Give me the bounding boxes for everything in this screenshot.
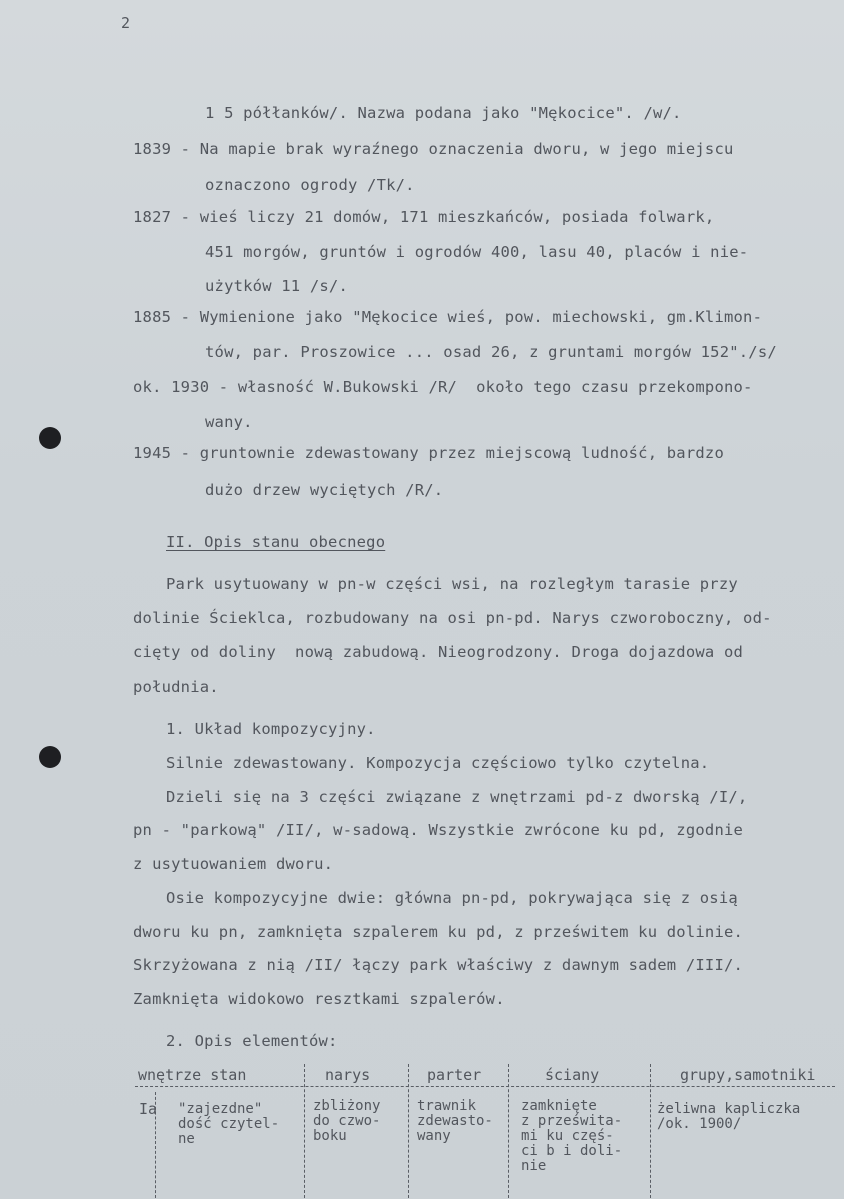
text-line: Silnie zdewastowany. Kompozycja częściowo tylko czytelna. — [166, 754, 710, 772]
binder-hole-bottom — [39, 746, 61, 768]
column-divider — [304, 1064, 305, 1198]
text-line: wany. — [205, 413, 253, 431]
column-divider — [650, 1064, 651, 1198]
table-cell-parter: trawnik zdewasto- wany — [417, 1098, 493, 1144]
subsection-heading: 1. Układ kompozycyjny. — [166, 720, 376, 738]
table-cell-grupy: żeliwna kapliczka /ok. 1900/ — [657, 1101, 801, 1132]
column-divider — [408, 1064, 409, 1198]
text-line: dworu ku pn, zamknięta szpalerem ku pd, z prześwitem ku dolinie. — [133, 923, 744, 941]
binder-hole-top — [39, 427, 61, 449]
text-line: tów, par. Proszowice ... osad 26, z gruntami morgów 152"./s/ — [205, 343, 777, 361]
table-header-wnetrze-stan: wnętrze stan — [138, 1066, 247, 1084]
text-line: Park usytuowany w pn-w części wsi, na rozległym tarasie przy — [166, 575, 738, 593]
text-line: 1945 - gruntownie zdewastowany przez miejscową ludność, bardzo — [133, 444, 724, 462]
text-line: Osie kompozycyjne dwie: główna pn-pd, pokrywająca się z osią — [166, 889, 738, 907]
table-cell-narys: zbliżony do czwo- boku — [313, 1098, 381, 1144]
text-line: południa. — [133, 678, 219, 696]
text-line: oznaczono ogrody /Tk/. — [205, 176, 415, 194]
text-line: dolinie Ścieklca, rozbudowany na osi pn-pd. Narys czworoboczny, od- — [133, 609, 772, 627]
table-cell-stan: "zajezdne" dość czytel- ne — [178, 1101, 280, 1147]
text-line: Zamknięta widokowo resztkami szpalerów. — [133, 990, 505, 1008]
text-line: pn - "parkową" /II/, w-sadową. Wszystkie zwrócone ku pd, zgodnie — [133, 821, 744, 839]
table-header-grupy-samotniki: grupy,samotniki — [680, 1066, 816, 1084]
table-header-parter: parter — [427, 1066, 482, 1084]
text-line: Skrzyżowana z nią /II/ łączy park właściwy z dawnym sadem /III/. — [133, 956, 744, 974]
table-header-sciany: ściany — [545, 1066, 600, 1084]
page-number: 2 — [121, 14, 131, 32]
text-line: 1827 - wieś liczy 21 domów, 171 mieszkańców, posiada folwark, — [133, 208, 715, 226]
column-divider — [508, 1064, 509, 1198]
table-cell-id: Ia — [139, 1100, 158, 1118]
table-header-narys: narys — [325, 1066, 371, 1084]
text-line: z usytuowaniem dworu. — [133, 855, 334, 873]
text-line: użytków 11 /s/. — [205, 277, 348, 295]
text-line: ok. 1930 - własność W.Bukowski /R/ około tego czasu przekompono- — [133, 378, 753, 396]
text-line: Dzieli się na 3 części związane z wnętrzami pd-z dworską /I/, — [166, 788, 748, 806]
text-line: 451 morgów, gruntów i ogrodów 400, lasu 40, placów i nie- — [205, 243, 749, 261]
text-line: 1839 - Na mapie brak wyraźnego oznaczenia dworu, w jego miejscu — [133, 140, 734, 158]
table-cell-sciany: zamknięte z prześwita- mi ku częś- ci b i doli- nie — [521, 1098, 623, 1174]
text-line: 1 5 półłanków/. Nazwa podana jako "Mękocice". /w/. — [205, 104, 682, 122]
text-line: dużo drzew wyciętych /R/. — [205, 481, 444, 499]
text-line: cięty od doliny nową zabudową. Nieogrodzony. Droga dojazdowa od — [133, 643, 744, 661]
table-header-rule — [135, 1086, 835, 1087]
subsection-heading: 2. Opis elementów: — [166, 1032, 338, 1050]
section-heading: II. Opis stanu obecnego — [166, 533, 386, 551]
text-line: 1885 - Wymienione jako "Mękocice wieś, pow. miechowski, gm.Klimon- — [133, 308, 763, 326]
